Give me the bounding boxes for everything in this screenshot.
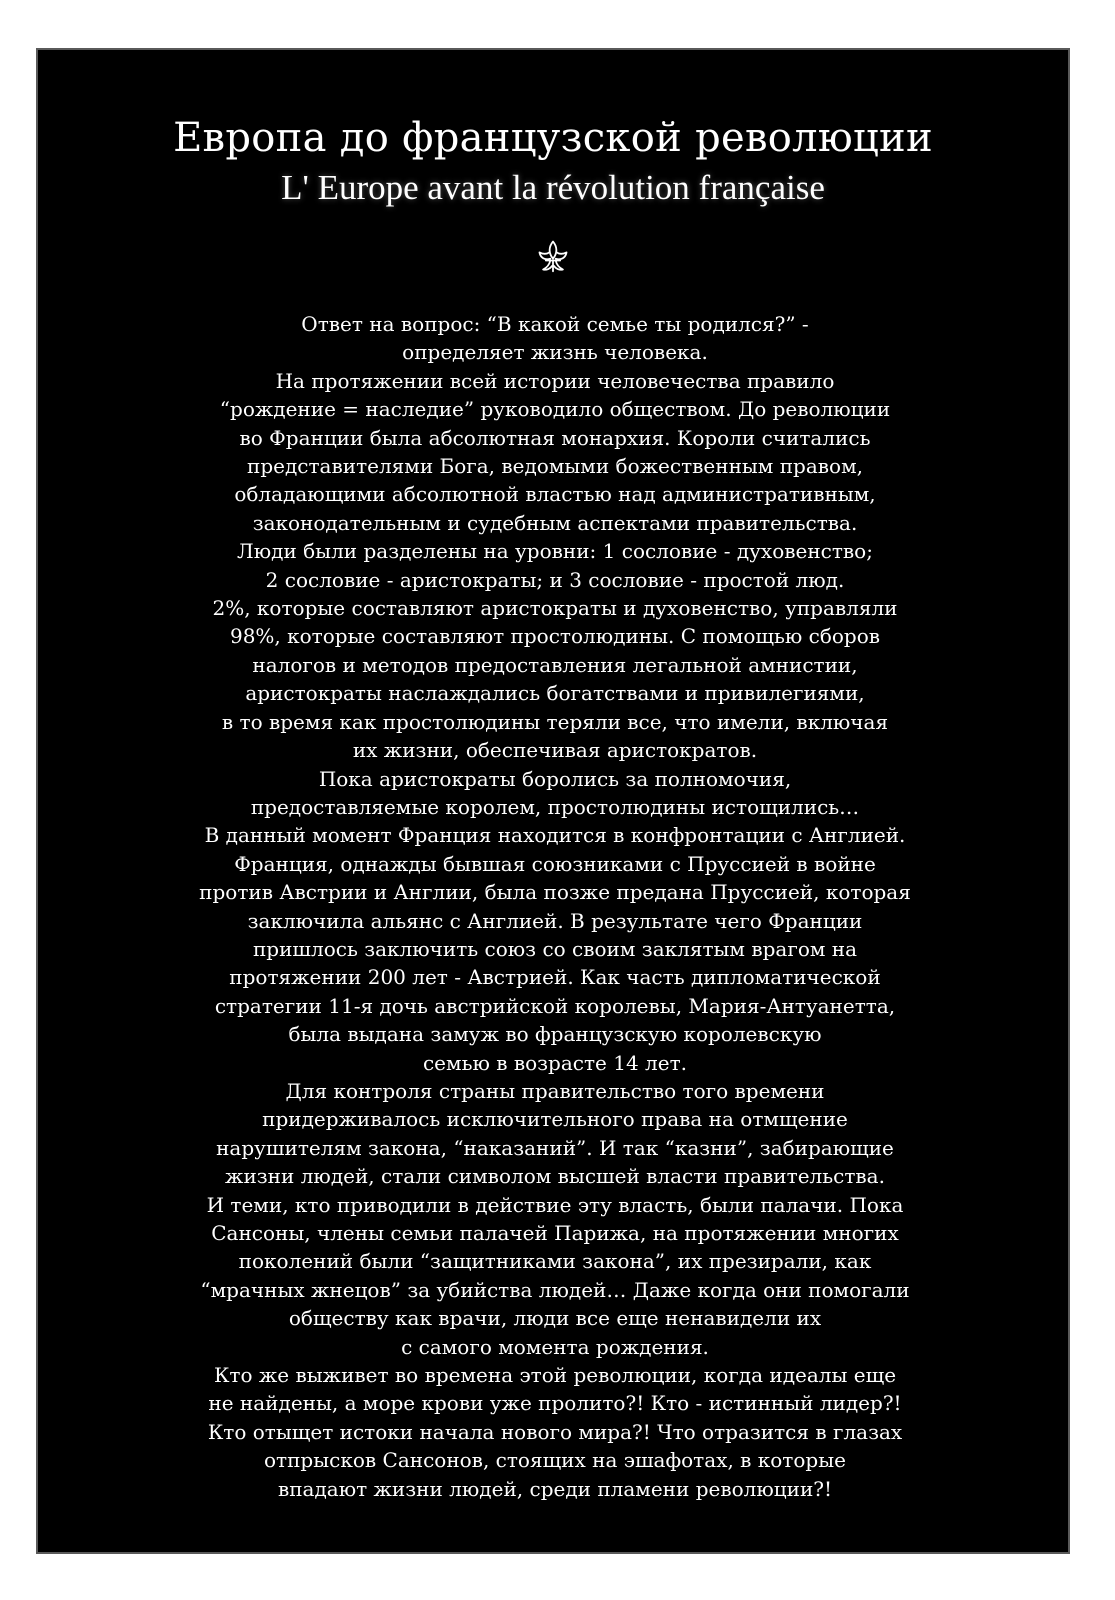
prologue-text <box>98 310 1012 1503</box>
text-line: не найдены, а море крови уже пролито?! Кто - истинный лидер?! <box>208 1391 902 1416</box>
text-line: Кто отыщет истоки начала нового мира?! Что отразится в глазах <box>207 1419 903 1444</box>
text-line: 98%, которые составляют простолюдины. С помощью сборов <box>229 624 881 649</box>
text-line: придерживалось исключительного права на отмщение <box>262 1107 848 1132</box>
text-line: Люди были разделены на уровни: 1 сословие - духовенство; <box>237 539 873 564</box>
text-line: налогов и методов предоставления легальной амнистии, <box>252 652 858 677</box>
text-line: 2 сословие - аристократы; и 3 сословие - простой люд. <box>265 567 845 592</box>
text-line: во Франции была абсолютная монархия. Короли считались <box>239 425 871 450</box>
text-line: Ответ на вопрос: “В какой семье ты родился?” - <box>301 312 809 336</box>
text-line: отпрысков Сансонов, стоящих на эшафотах, в которые <box>264 1448 846 1473</box>
text-line: стратегии 11-я дочь австрийской королевы, Мария-Антуанетта, <box>214 993 896 1018</box>
text-line: жизни людей, стали символом высшей власти правительства. <box>225 1164 885 1189</box>
fleur-de-lis-icon <box>535 238 571 274</box>
text-line: пришлось заключить союз со своим заклятым врагом на <box>252 936 858 961</box>
text-line: определяет жизнь человека. <box>402 340 708 365</box>
text-line: Пока аристократы боролись за полномочия, <box>318 766 792 791</box>
text-line: впадают жизни людей, среди пламени революции?! <box>277 1476 833 1501</box>
text-line: В данный момент Франция находится в конфронтации с Англией. <box>204 823 906 848</box>
text-line: семью в возрасте 14 лет. <box>422 1050 688 1075</box>
text-line: Франция, однажды бывшая союзниками с Пруссией в войне <box>234 851 876 876</box>
text-line: законодательным и судебным аспектами правительства. <box>252 510 858 535</box>
text-line: На протяжении всей истории человечества правило <box>275 368 835 393</box>
text-line: с самого момента рождения. <box>401 1334 709 1359</box>
text-line: была выдана замуж во французскую королевскую <box>288 1022 822 1047</box>
text-line: Сансоны, члены семьи палачей Парижа, на протяжении многих <box>211 1221 899 1245</box>
text-line: нарушителям закона, “наказаний”. И так “казни”, забирающие <box>216 1135 894 1160</box>
text-line: Кто же выживет во времена этой революции, когда идеалы еще <box>213 1363 897 1388</box>
text-line: предоставляемые королем, простолюдины истощились… <box>250 794 860 819</box>
text-line: представителями Бога, ведомыми божественным правом, <box>247 454 863 479</box>
text-line: Для контроля страны правительство того времени <box>285 1078 825 1103</box>
text-line: обладающими абсолютной властью над административным, <box>234 482 876 507</box>
text-line: поколений были “защитниками закона”, их презирали, как <box>238 1249 872 1274</box>
text-line: 2%, которые составляют аристократы и духовенство, управляли <box>212 596 898 621</box>
text-line: “рождение = наследие” руководило обществом. До революции <box>219 397 891 422</box>
text-line: “мрачных жнецов” за убийства людей… Даже когда они помогали <box>200 1277 910 1302</box>
text-line: против Австрии и Англии, была позже предана Пруссией, которая <box>199 880 911 905</box>
text-line: аристократы наслаждались богатствами и привилегиями, <box>245 681 865 706</box>
text-line: в то время как простолюдины теряли все, что имели, включая <box>221 709 889 734</box>
text-line: протяжении 200 лет - Австрией. Как часть дипломатической <box>229 965 881 990</box>
text-line: заключила альянс с Англией. В результате чего Франции <box>247 908 863 933</box>
page-subtitle-french: L' Europe avant la révolution française <box>281 168 825 207</box>
text-line: их жизни, обеспечивая аристократов. <box>352 738 758 763</box>
page-title: Европа до французской революции <box>173 115 933 161</box>
prologue-panel <box>36 48 1070 1554</box>
text-line: обществу как врачи, люди все еще ненавидели их <box>288 1306 822 1331</box>
text-line: И теми, кто приводили в действие эту власть, были палачи. Пока <box>206 1192 904 1217</box>
